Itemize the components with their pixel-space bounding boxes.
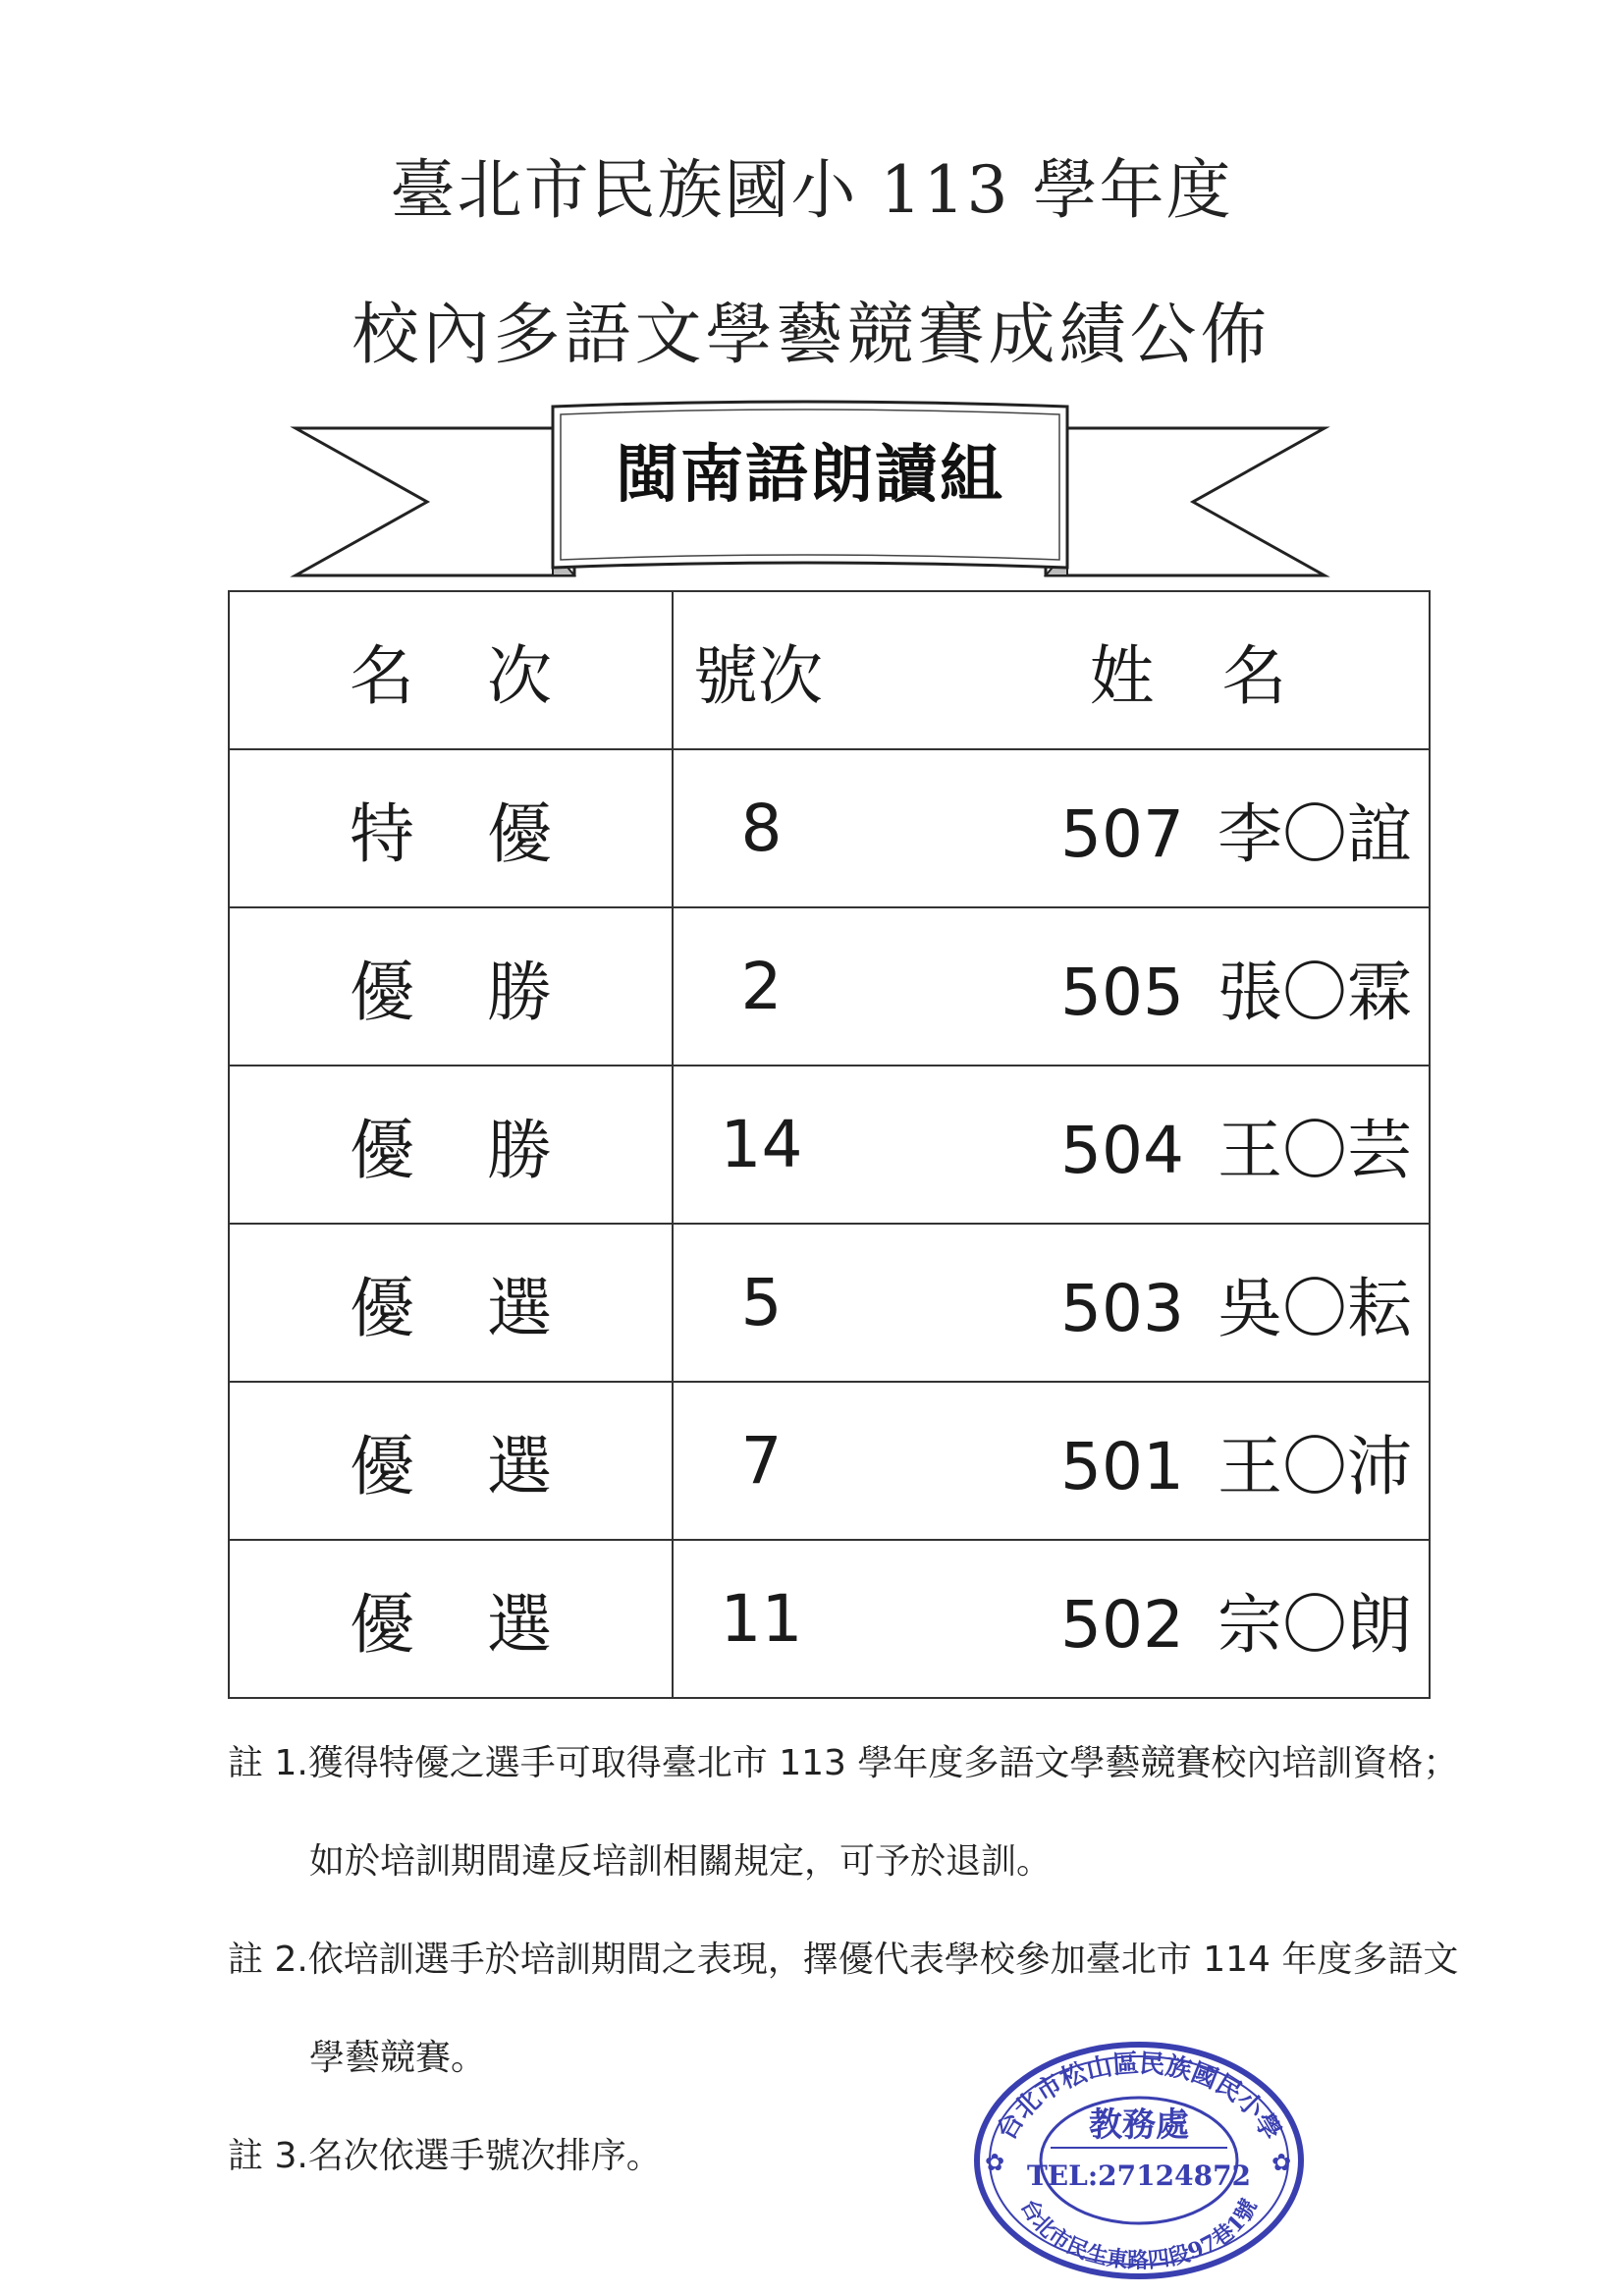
rank-cell: 優 勝 [229, 1066, 673, 1224]
stamp-center-text: 教務處 [1089, 2105, 1189, 2145]
category-label: 閩南語朗讀組 [616, 439, 1004, 512]
results-table [228, 590, 1431, 1699]
name-cell: 504 王〇芸 [849, 1066, 1430, 1224]
rank-cell: 優 選 [229, 1540, 673, 1698]
number-cell: 5 [673, 1224, 849, 1382]
note-2-continued: 學藝競賽。 [309, 2038, 487, 2078]
rank-cell: 優 勝 [229, 907, 673, 1066]
table-row [229, 1540, 1430, 1698]
stamp-tel-text: TEL:27124872 [1026, 2159, 1252, 2192]
name-header: 姓 名 [849, 591, 1430, 749]
document-title: 臺北市民族國小 113 學年度 [390, 152, 1233, 228]
stamp-top-text: 台北市松山區民族國民小學 [991, 2049, 1287, 2146]
number-header: 號次 [673, 591, 849, 749]
rank-cell: 特 優 [229, 749, 673, 907]
table-row [229, 907, 1430, 1066]
stamp-flower-icon: ✿ [1271, 2149, 1292, 2176]
office-seal-stamp [967, 2038, 1311, 2283]
stamp-bottom-text: 台北市民生東路四段97巷1號 [1015, 2195, 1263, 2274]
rank-header: 名 次 [229, 591, 673, 749]
note-3: 註 3.名次依選手號次排序。 [228, 2136, 662, 2176]
note-1: 註 1.獲得特優之選手可取得臺北市 113 學年度多語文學藝競賽校內培訓資格； [228, 1743, 1459, 1783]
stamp-flower-icon: ✿ [985, 2149, 1005, 2176]
number-cell: 7 [673, 1382, 849, 1540]
note-2: 註 2.依培訓選手於培訓期間之表現，擇優代表學校參加臺北市 114 年度多語文 [228, 1940, 1459, 1980]
name-cell: 502 宗〇朗 [849, 1540, 1430, 1698]
table-header-row [229, 591, 1430, 749]
table-row [229, 1224, 1430, 1382]
table-row [229, 749, 1430, 907]
number-cell: 14 [673, 1066, 849, 1224]
name-cell: 507 李〇誼 [849, 749, 1430, 907]
number-cell: 2 [673, 907, 849, 1066]
name-cell: 501 王〇沛 [849, 1382, 1430, 1540]
rank-cell: 優 選 [229, 1382, 673, 1540]
name-cell: 505 張〇霖 [849, 907, 1430, 1066]
number-cell: 11 [673, 1540, 849, 1698]
name-cell: 503 吳〇耘 [849, 1224, 1430, 1382]
table-row [229, 1066, 1430, 1224]
document-subtitle: 校內多語文學藝競賽成績公佈 [352, 297, 1271, 374]
rank-cell: 優 選 [229, 1224, 673, 1382]
note-1-continued: 如於培訓期間違反培訓相關規定，可予於退訓。 [309, 1841, 1053, 1882]
number-cell: 8 [673, 749, 849, 907]
table-row [229, 1382, 1430, 1540]
